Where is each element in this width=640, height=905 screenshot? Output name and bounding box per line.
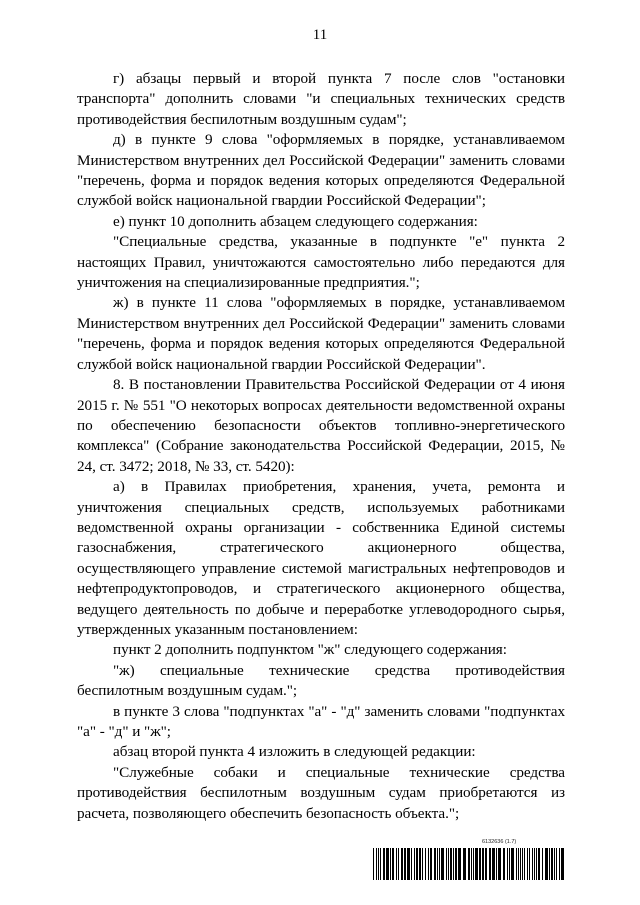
document-body <box>77 69 565 824</box>
paragraph-item-e: е) пункт 10 дополнить абзацем следующего содержания: <box>113 212 478 230</box>
paragraph-item-zh: ж) в пункте 11 слова "оформляемых в порядке, устанавливаемом Министерством внутренних дел Российской Федерации" заменить словами "перечень, форма и порядок ведения которых определяются Федеральной службой войск национальной гвардии Российской Федерации". <box>77 294 565 373</box>
paragraph-quote-zh: "ж) специальные технические средства противодействия беспилотным воздушным судам."; <box>77 661 565 700</box>
paragraph-item-g: г) абзацы первый и второй пункта 7 после слов "остановки транспорта" дополнить словами "и специальных технических средств противодействия беспилотным воздушным судам"; <box>77 70 565 128</box>
paragraph-quote-special-means: "Специальные средства, указанные в подпункте "е" пункта 2 настоящих Правил, уничтожаются самостоятельно либо передаются для уничтожения на специализированные предприятия."; <box>77 233 565 292</box>
paragraph-item-a: а) в Правилах приобретения, хранения, учета, ремонта и уничтожения специальных средств, используемых работниками ведомственной охраны организации - собственника Единой системы газоснабжения, стратегического акционерного общества, осуществляющего управление системой магистральных нефтепроводов и нефтепродуктопроводов, и стратегического акционерного общества, ведущего деятельность по добыче и переработке углеводородного сырья, утвержденных указанным постановлением: <box>77 478 565 638</box>
barcode-icon <box>373 848 565 880</box>
paragraph-point-3: в пункте 3 слова "подпунктах "а" - "д" заменить словами "подпунктах "а" - "д" и "ж"; <box>77 702 565 740</box>
document-code: 6132636 (1.7) <box>482 839 517 845</box>
paragraph-item-d: д) в пункте 9 слова "оформляемых в порядке, устанавливаемом Министерством внутренних дел Российской Федерации" заменить словами "перечень, форма и порядок ведения которых определяются Федеральной службой войск национальной гвардии Российской Федерации"; <box>77 131 565 210</box>
paragraph-section-8: 8. В постановлении Правительства Российской Федерации от 4 июня 2015 г. № 551 "О некоторых вопросах деятельности ведомственной охраны по обеспечению безопасности объектов топливно-энергетического комплекса" (Собрание законодательства Российской Федерации, 2015, № 24, ст. 3472; 2018, № 33, ст. 5420): <box>77 376 565 475</box>
paragraph-point-4: абзац второй пункта 4 изложить в следующей редакции: <box>113 743 476 761</box>
paragraph-quote-service-dogs: "Служебные собаки и специальные технические средства противодействия беспилотным воздушным судам приобретаются из расчета, позволяющего обеспечить безопасность объекта."; <box>77 763 565 822</box>
paragraph-point-2: пункт 2 дополнить подпунктом "ж" следующего содержания: <box>113 641 507 659</box>
page-number: 11 <box>312 27 328 43</box>
